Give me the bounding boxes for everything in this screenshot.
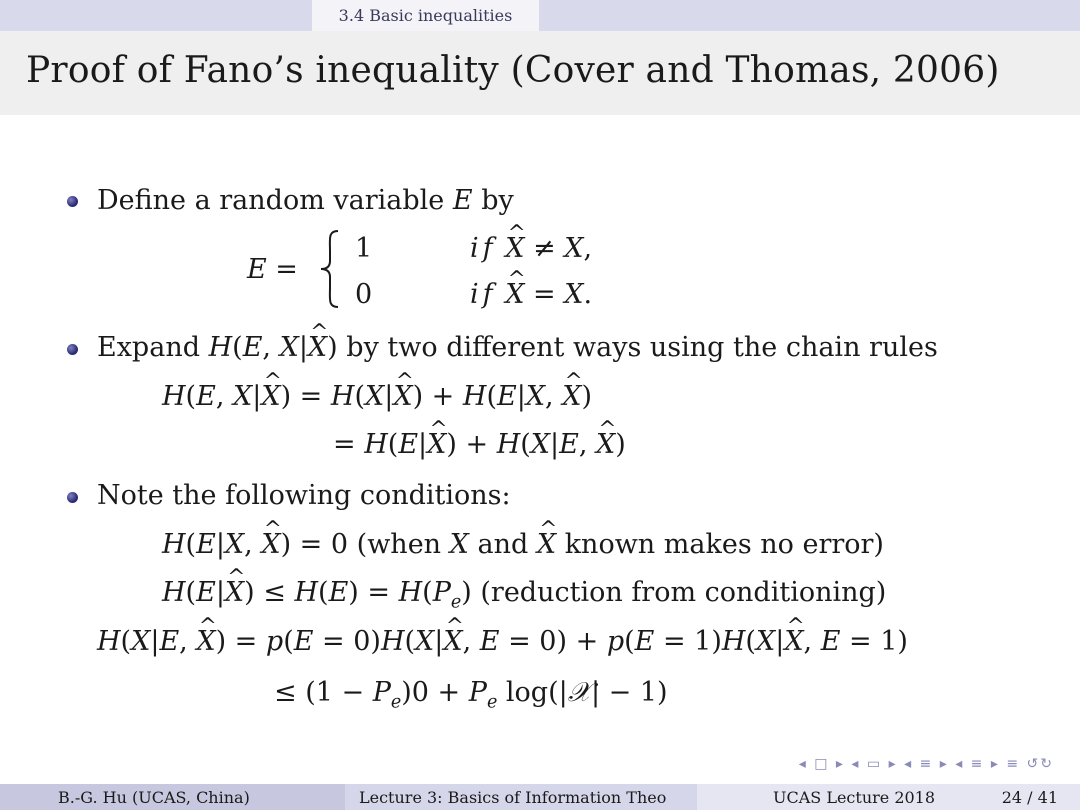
bullet-1-text: Define a random variable E by xyxy=(97,185,514,216)
bullet-2-text: Expand H(E, X|^ X) by two different ways using the chain rules xyxy=(97,334,938,361)
slide-title: Proof of Fano’s inequality (Cover and Thomas, 2006) xyxy=(26,50,1000,91)
footer-lecture-title: Lecture 3: Basics of Information Theo xyxy=(345,784,697,810)
footer-page-number: 24 / 41 xyxy=(1001,787,1058,807)
condition-line-3: H(X|E, ^ X) = p(E = 0)H(X|^ X, E = 0) + p(E = 1)H(X|^ X, E = 1) xyxy=(97,628,908,655)
nav-prev-frame-icon[interactable]: ◂ □ ▸ xyxy=(798,756,845,772)
chain-rule-line-2: = H(E|^ X) + H(X|E, ^ X) xyxy=(333,431,626,458)
piecewise-lhs: E = xyxy=(247,254,298,285)
bullet-3-text: Note the following conditions: xyxy=(97,480,511,511)
footer-venue xyxy=(697,784,1080,810)
section-tab[interactable]: 3.4 Basic inequalities xyxy=(312,0,539,31)
case-0-value: 0 xyxy=(355,279,373,310)
nav-prev-section-icon[interactable]: ◂ ≡ ▸ xyxy=(904,756,949,772)
condition-line-4: ≤ $(1 - P_e)0 + P_e$ log(|𝒳| − 1) xyxy=(274,677,668,713)
footer-venue-text: UCAS Lecture 2018 xyxy=(773,787,936,807)
beamer-nav-icons[interactable] xyxy=(799,756,1054,772)
nav-toc-icon[interactable]: ≡ xyxy=(1006,756,1021,772)
nav-prev-subsection-icon[interactable]: ◂ ▭ ▸ xyxy=(851,756,898,772)
case-1-value: 1 xyxy=(355,233,373,264)
bullet-icon xyxy=(67,344,78,355)
left-brace-icon xyxy=(318,229,342,309)
footer-author: B.-G. Hu (UCAS, China) xyxy=(0,784,345,810)
nav-next-section-icon[interactable]: ◂ ≡ ▸ xyxy=(955,756,1000,772)
condition-line-1: H(E|X, ^ X) = 0 (when X and ^ X known makes no error) xyxy=(162,531,884,558)
bullet-icon xyxy=(67,492,78,503)
case-1-condition: if ^ X ≠ X, xyxy=(470,235,592,262)
footer xyxy=(0,784,1080,810)
case-0-condition: if ^ X = X. xyxy=(470,281,592,308)
nav-zoom-icon[interactable]: ↺↻ xyxy=(1026,756,1054,772)
chain-rule-line-1: H(E, X|^ X) = H(X|^ X) + H(E|X, ^ X) xyxy=(162,383,592,410)
condition-line-2: H(E|^ $X) \le H(E) = H(P_e)$ (reduction from conditioning) xyxy=(162,579,886,612)
section-nav-strip xyxy=(0,0,1080,31)
bullet-icon xyxy=(67,196,78,207)
